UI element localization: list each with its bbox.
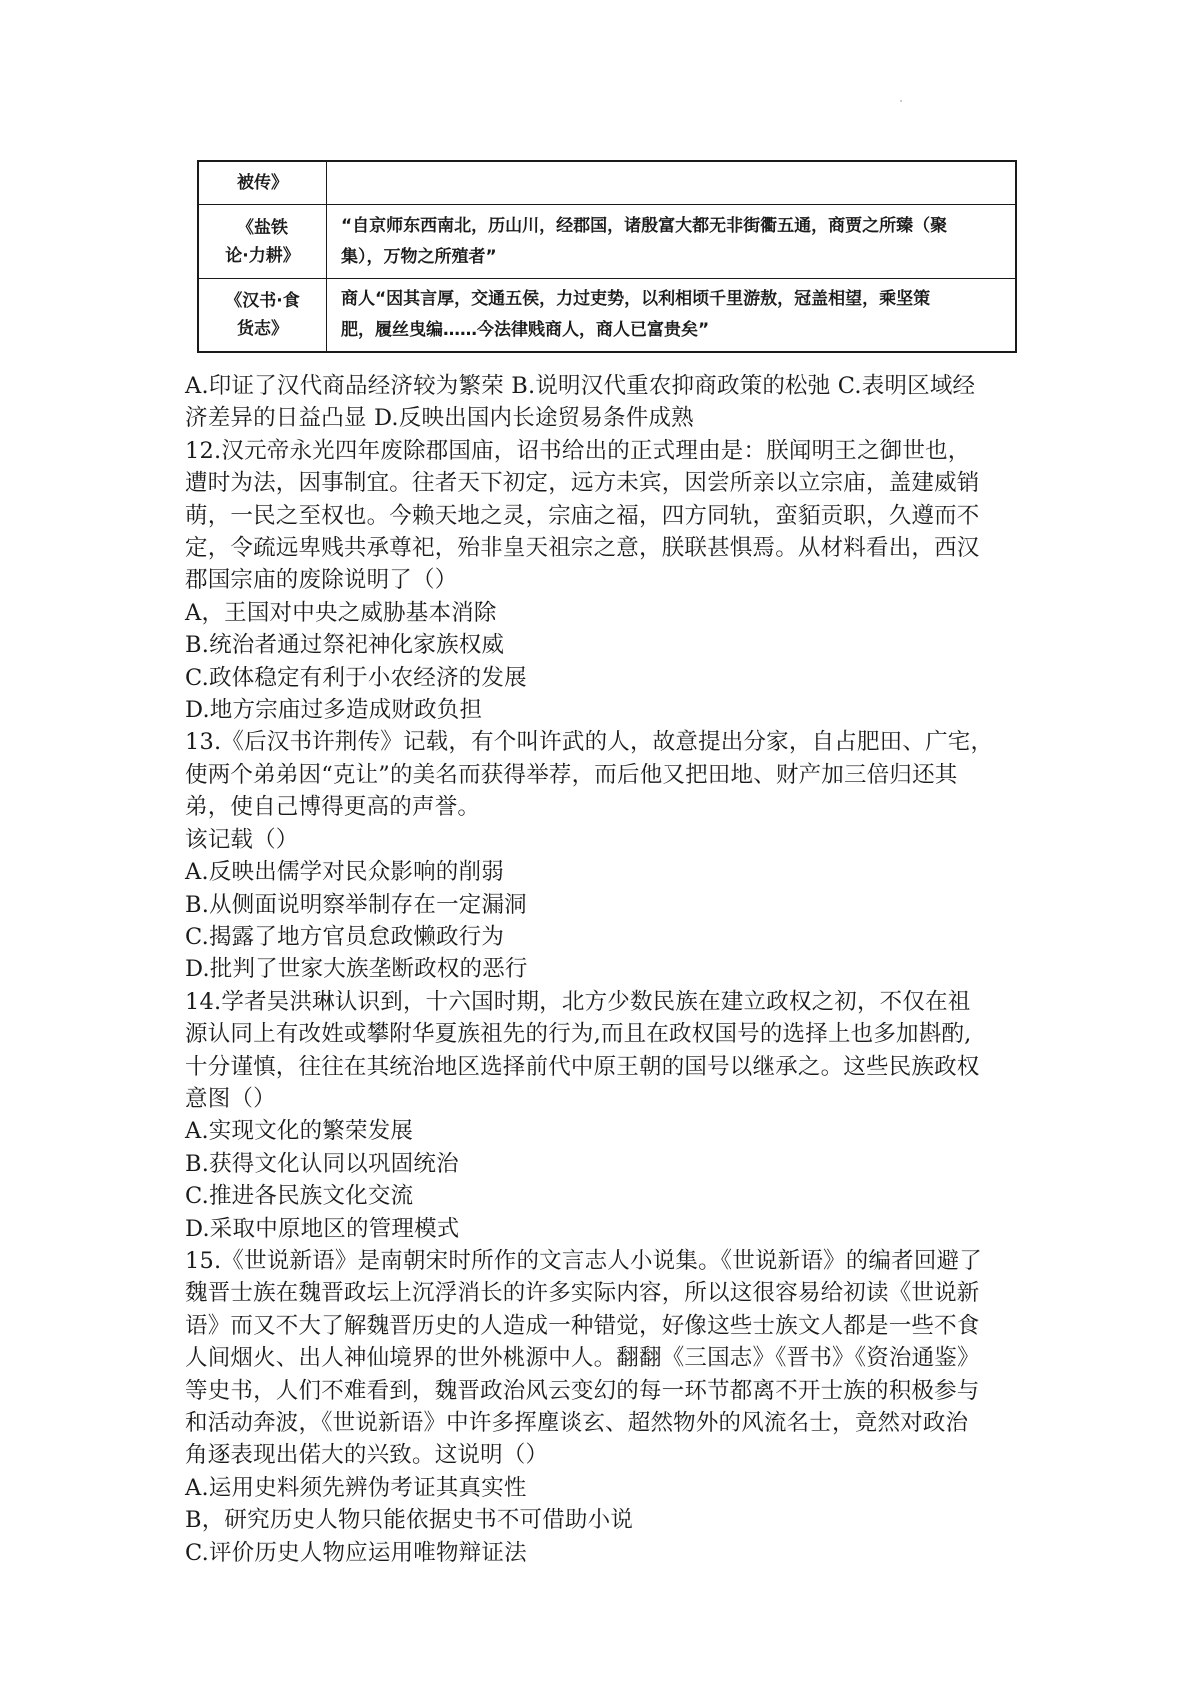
quote-cell: “自京师东西南北，历山川，经郡国，诸殷富大都无非街衢五通，商贾之所臻（聚 集），万物之所殖者” xyxy=(327,205,1017,279)
text-line: 15.《世说新语》是南朝宋时所作的文言志人小说集。《世说新语》的编者回避了 xyxy=(185,1247,982,1274)
book-cell: 被传》 xyxy=(198,161,327,205)
book-cell: 《汉书·食 货志》 xyxy=(198,279,327,353)
text-line: B，研究历史人物只能依据史书不可借助小说 xyxy=(185,1507,634,1534)
text-line: C.推进各民族文化交流 xyxy=(185,1183,414,1210)
text-line: A.反映出儒学对民众影响的削弱 xyxy=(185,859,504,886)
text-line: 语》而又不大了解魏晋历史的人造成一种错觉，好像这些士族文人都是一些不食 xyxy=(185,1312,980,1339)
text-line: 魏晋士族在魏晋政坛上沉浮消长的许多实际内容，所以这很容易给初读《世说新 xyxy=(185,1280,980,1307)
text-line: A.实现文化的繁荣发展 xyxy=(185,1118,414,1145)
text-line: C.揭露了地方官员怠政懒政行为 xyxy=(185,923,505,950)
text-line: 十分谨慎，往往在其统治地区选择前代中原王朝的国号以继承之。这些民族政权 xyxy=(185,1053,980,1080)
text-line: 源认同上有改姓或攀附华夏族祖先的行为,而且在政权国号的选择上也多加斟酌, xyxy=(185,1021,972,1048)
text-line: B.获得文化认同以巩固统治 xyxy=(185,1150,459,1177)
question-text xyxy=(185,370,1065,1569)
text-line: 定，令疏远卑贱共承尊祀，殆非皇天祖宗之意，朕联甚惧焉。从材料看出，西汉 xyxy=(185,535,980,562)
text-line: D.采取中原地区的管理模式 xyxy=(185,1215,460,1242)
text-line: 人间烟火、出人神仙境界的世外桃源中人。翻翻《三国志》《晋书》《资治通鉴》 xyxy=(185,1345,980,1372)
book-cell: 《盐铁 论·力耕》 xyxy=(198,205,327,279)
text-line: 12.汉元帝永光四年废除郡国庙，诏书给出的正式理由是：朕闻明王之御世也， xyxy=(185,437,971,464)
source-table xyxy=(197,160,1017,353)
text-line: A.运用史料须先辨伪考证其真实性 xyxy=(185,1474,527,1501)
text-line: 弟，使自己博得更高的声誉。 xyxy=(185,794,481,821)
quote-cell: 商人“因其言厚，交通五侯，力过吏势，以利相顷千里游敖，冠盖相望，乘坚策 肥，履丝曳编……今法律贱商人，商人已富贵矣” xyxy=(327,279,1017,353)
text-line: A.印证了汉代商品经济较为繁荣 B.说明汉代重农抑商政策的松弛 C.表明区域经 xyxy=(185,373,976,399)
quote-cell xyxy=(327,161,1017,205)
scan-speck xyxy=(900,100,902,102)
text-line: D.地方宗庙过多造成财政负担 xyxy=(185,697,483,724)
table-row xyxy=(198,279,1016,353)
text-line: 角逐表现出偌大的兴致。这说明（） xyxy=(185,1442,549,1469)
text-line: 该记载（） xyxy=(185,826,299,853)
text-line: A，王国对中央之威胁基本消除 xyxy=(185,599,497,626)
text-line: B.从侧面说明察举制存在一定漏洞 xyxy=(185,891,527,918)
text-line: B.统治者通过祭祀神化家族权威 xyxy=(185,632,505,659)
text-line: 济差异的日益凸显 D.反映出国内长途贸易条件成熟 xyxy=(185,405,694,432)
text-line: 萌，一民之至权也。今赖天地之灵，宗庙之福，四方同轨，蛮貊贡职，久遵而不 xyxy=(185,502,980,529)
text-line: 郡国宗庙的废除说明了（） xyxy=(185,567,458,594)
table-row xyxy=(198,205,1016,279)
text-line: C.政体稳定有利于小农经济的发展 xyxy=(185,664,527,691)
text-line: 意图（） xyxy=(185,1085,276,1112)
text-line: 使两个弟弟因“克让”的美名而获得举荐，而后他又把田地、财产加三倍归还其 xyxy=(185,761,958,788)
text-line: 遭时为法，因事制宜。往者天下初定，远方未宾，因尝所亲以立宗庙，盖建威销 xyxy=(185,470,980,497)
text-line: 等史书，人们不难看到，魏晋政治风云变幻的每一环节都离不开士族的积极参与 xyxy=(185,1377,980,1404)
table-row xyxy=(198,161,1016,205)
text-line: 14.学者吴洪琳认识到，十六国时期，北方少数民族在建立政权之初，不仅在祖 xyxy=(185,988,971,1015)
text-line: D.批判了世家大族垄断政权的恶行 xyxy=(185,956,528,983)
text-line: 13.《后汉书许荆传》记载，有个叫许武的人，故意提出分家，自占肥田、广宅， xyxy=(185,729,994,756)
text-line: 和活动奔波，《世说新语》中许多挥塵谈玄、超然物外的风流名士，竟然对政治 xyxy=(185,1410,969,1436)
text-line: C.评价历史人物应运用唯物辩证法 xyxy=(185,1539,527,1566)
